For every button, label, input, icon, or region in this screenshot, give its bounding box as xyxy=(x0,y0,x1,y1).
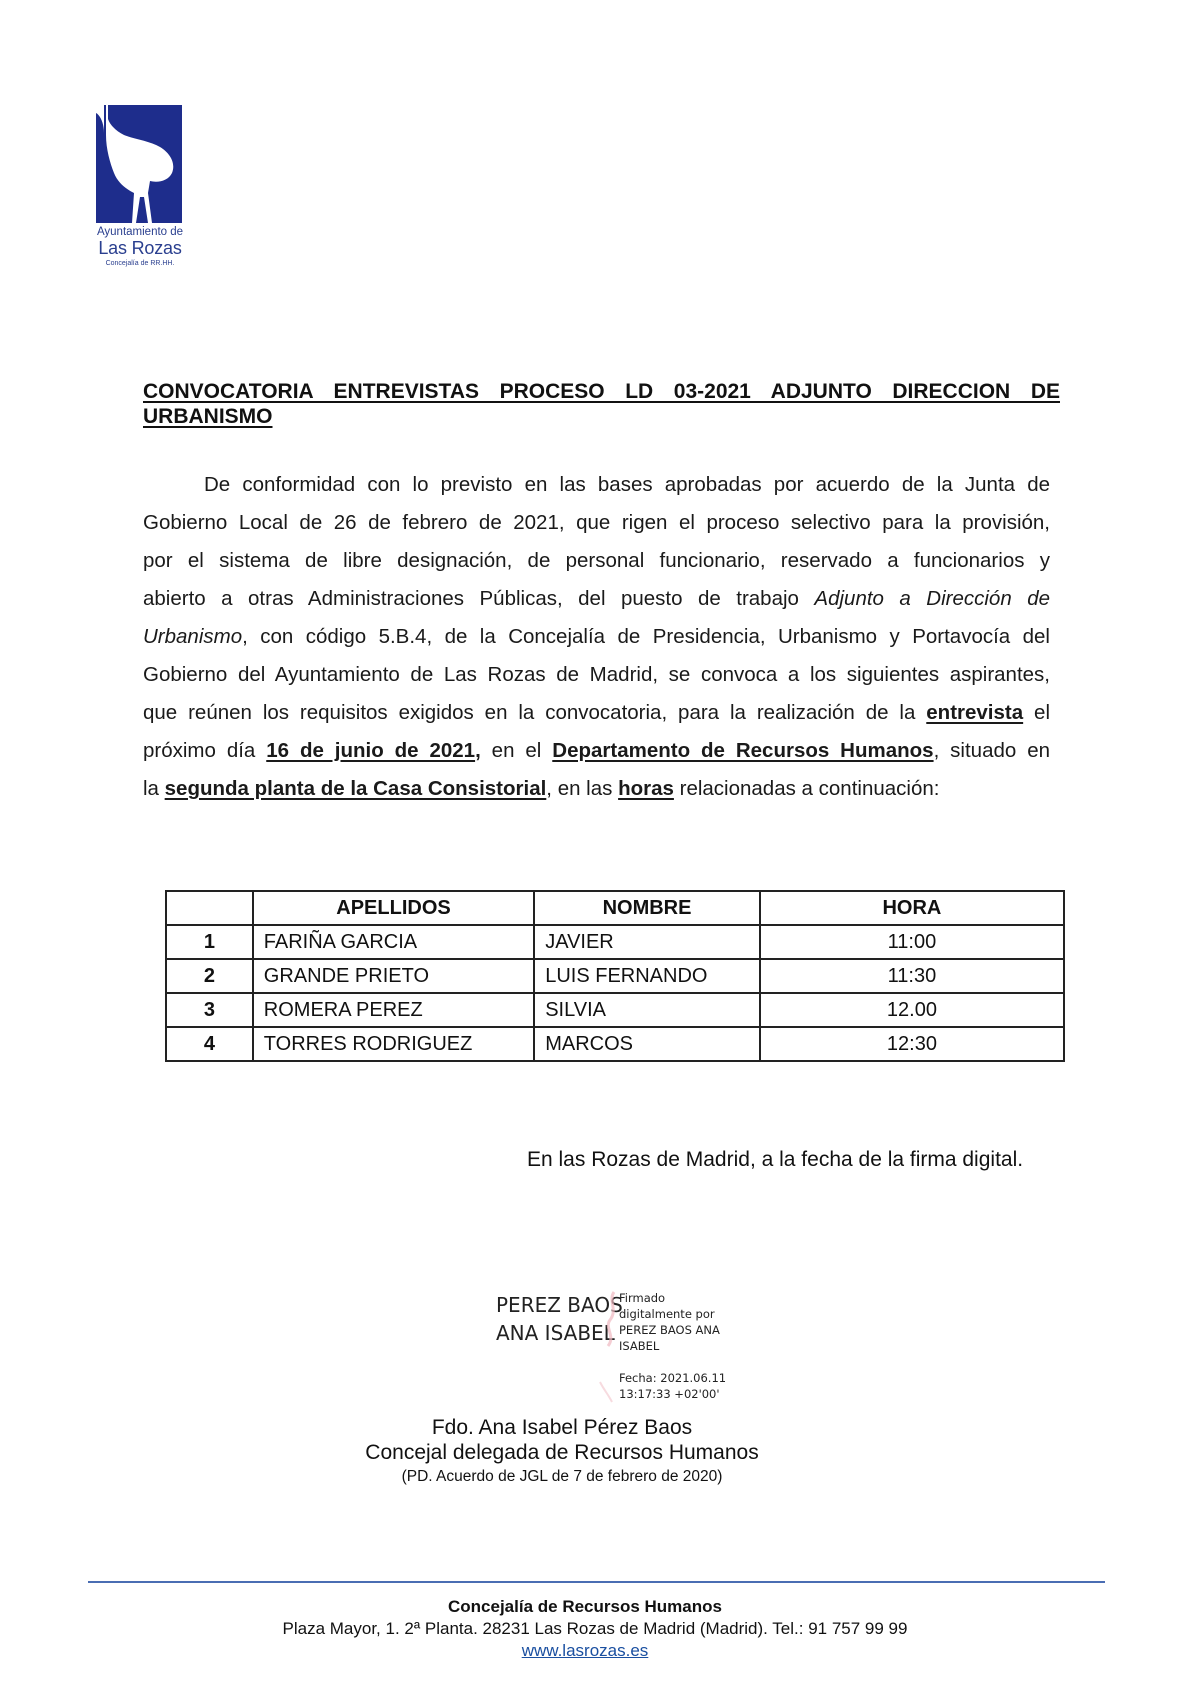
row-number: 1 xyxy=(166,925,253,959)
logo-line-1: Ayuntamiento de xyxy=(96,226,184,238)
signature-info-line: PEREZ BAOS ANA xyxy=(619,1323,720,1337)
table-row xyxy=(166,959,1064,993)
title-line-1: CONVOCATORIA ENTREVISTAS PROCESO LD 03-2021 ADJUNTO DIRECCION DE xyxy=(143,380,1060,403)
column-header-nombre: NOMBRE xyxy=(534,891,760,925)
stork-emblem-icon xyxy=(94,93,184,223)
place-date-line: En las Rozas de Madrid, a la fecha de la firma digital. xyxy=(527,1148,1024,1171)
document-title xyxy=(143,379,1060,429)
job-title-italic: Adjunto a Dirección de xyxy=(814,587,1051,610)
footer-department: Concejalía de Recursos Humanos xyxy=(448,1597,722,1616)
signature-info-line: ISABEL xyxy=(619,1339,660,1353)
interview-date: 16 de junio de 2021 xyxy=(266,739,476,762)
signature-info-line: digitalmente por xyxy=(619,1307,715,1321)
row-number: 2 xyxy=(166,959,253,993)
row-hora: 11:00 xyxy=(760,925,1064,959)
hours-emphasis: horas xyxy=(618,777,674,800)
interview-emphasis: entrevista xyxy=(926,701,1024,724)
signatory-delegation-note: (PD. Acuerdo de JGL de 7 de febrero de 2020) xyxy=(401,1468,723,1485)
title-line-2: URBANISMO xyxy=(143,405,273,428)
body-line xyxy=(143,618,1050,656)
body-line xyxy=(143,770,1050,808)
signature-name-line: ANA ISABEL xyxy=(496,1321,615,1345)
column-header-hora: HORA xyxy=(760,891,1064,925)
table-header-row xyxy=(166,891,1064,925)
column-header-number xyxy=(166,891,253,925)
footer-website-link[interactable]: www.lasrozas.es xyxy=(521,1641,649,1660)
table-row xyxy=(166,1027,1064,1061)
row-apellidos: ROMERA PEREZ xyxy=(253,993,534,1027)
body-text-run: que reúnen los requisitos exigidos en la convocatoria, para la realización de la xyxy=(143,701,927,724)
table-row xyxy=(166,993,1064,1027)
logo-line-2: Las Rozas xyxy=(98,238,182,258)
body-text-run: , xyxy=(475,739,481,762)
ayuntamiento-logo xyxy=(85,80,195,275)
row-nombre: LUIS FERNANDO xyxy=(534,959,760,993)
column-header-apellidos: APELLIDOS xyxy=(253,891,534,925)
footer-divider xyxy=(88,1581,1105,1583)
body-text-run: , con código 5.B.4, de la Concejalía de Presidencia, Urbanismo y Portavocía del xyxy=(242,625,1050,648)
table-row xyxy=(166,925,1064,959)
signature-info-spacer xyxy=(619,1354,726,1370)
footer-address: Plaza Mayor, 1. 2ª Planta. 28231 Las Rozas de Madrid (Madrid). Tel.: 91 757 99 99 xyxy=(282,1619,908,1638)
location-emphasis: segunda planta de la Casa Consistorial xyxy=(164,777,547,800)
body-text-run: próximo día xyxy=(143,739,267,762)
row-apellidos: TORRES RODRIGUEZ xyxy=(253,1027,534,1061)
signature-info-line: Firmado xyxy=(619,1291,666,1305)
signature-info-date: Fecha: 2021.06.11 xyxy=(619,1371,727,1385)
signature-name-line: PEREZ BAOS xyxy=(496,1293,623,1317)
body-line xyxy=(143,732,1050,770)
body-text-run: la xyxy=(143,777,165,800)
department-name: Departamento de Recursos Humanos xyxy=(552,739,934,762)
body-text-run: , situado en xyxy=(933,739,1050,762)
row-hora: 11:30 xyxy=(760,959,1064,993)
body-line: Gobierno del Ayuntamiento de Las Rozas de Madrid, se convoca a los siguientes aspirantes, xyxy=(143,663,1050,686)
digital-signature-info xyxy=(619,1290,726,1402)
logo-line-3: Concejalía de RR.HH. xyxy=(105,260,175,267)
row-hora: 12:30 xyxy=(760,1027,1064,1061)
signatory-name: Fdo. Ana Isabel Pérez Baos xyxy=(431,1416,693,1439)
body-text-run: el xyxy=(1023,701,1050,724)
row-apellidos: FARIÑA GARCIA xyxy=(253,925,534,959)
body-line xyxy=(143,694,1050,732)
body-paragraph xyxy=(143,466,1050,808)
body-text-run: , en las xyxy=(546,777,619,800)
body-line: De conformidad con lo previsto en las bases aprobadas por acuerdo de la Junta de xyxy=(204,473,1050,496)
signatory-role: Concejal delegada de Recursos Humanos xyxy=(365,1441,759,1464)
row-nombre: SILVIA xyxy=(534,993,760,1027)
body-text-run: relacionadas a continuación: xyxy=(673,777,940,800)
row-number: 3 xyxy=(166,993,253,1027)
row-hora: 12.00 xyxy=(760,993,1064,1027)
body-text-run: abierto a otras Administraciones Públicas, del puesto de trabajo xyxy=(143,587,815,610)
body-line: Gobierno Local de 26 de febrero de 2021, que rigen el proceso selectivo para la provisión, xyxy=(143,511,1050,534)
row-nombre: JAVIER xyxy=(534,925,760,959)
row-number: 4 xyxy=(166,1027,253,1061)
job-title-italic: Urbanismo xyxy=(143,625,243,648)
row-apellidos: GRANDE PRIETO xyxy=(253,959,534,993)
candidates-table xyxy=(165,890,1065,1062)
row-nombre: MARCOS xyxy=(534,1027,760,1061)
body-line: por el sistema de libre designación, de personal funcionario, reservado a funcionarios y xyxy=(143,549,1050,572)
body-line xyxy=(143,580,1050,618)
body-text-run: en el xyxy=(480,739,553,762)
signature-info-time: 13:17:33 +02'00' xyxy=(619,1387,720,1401)
